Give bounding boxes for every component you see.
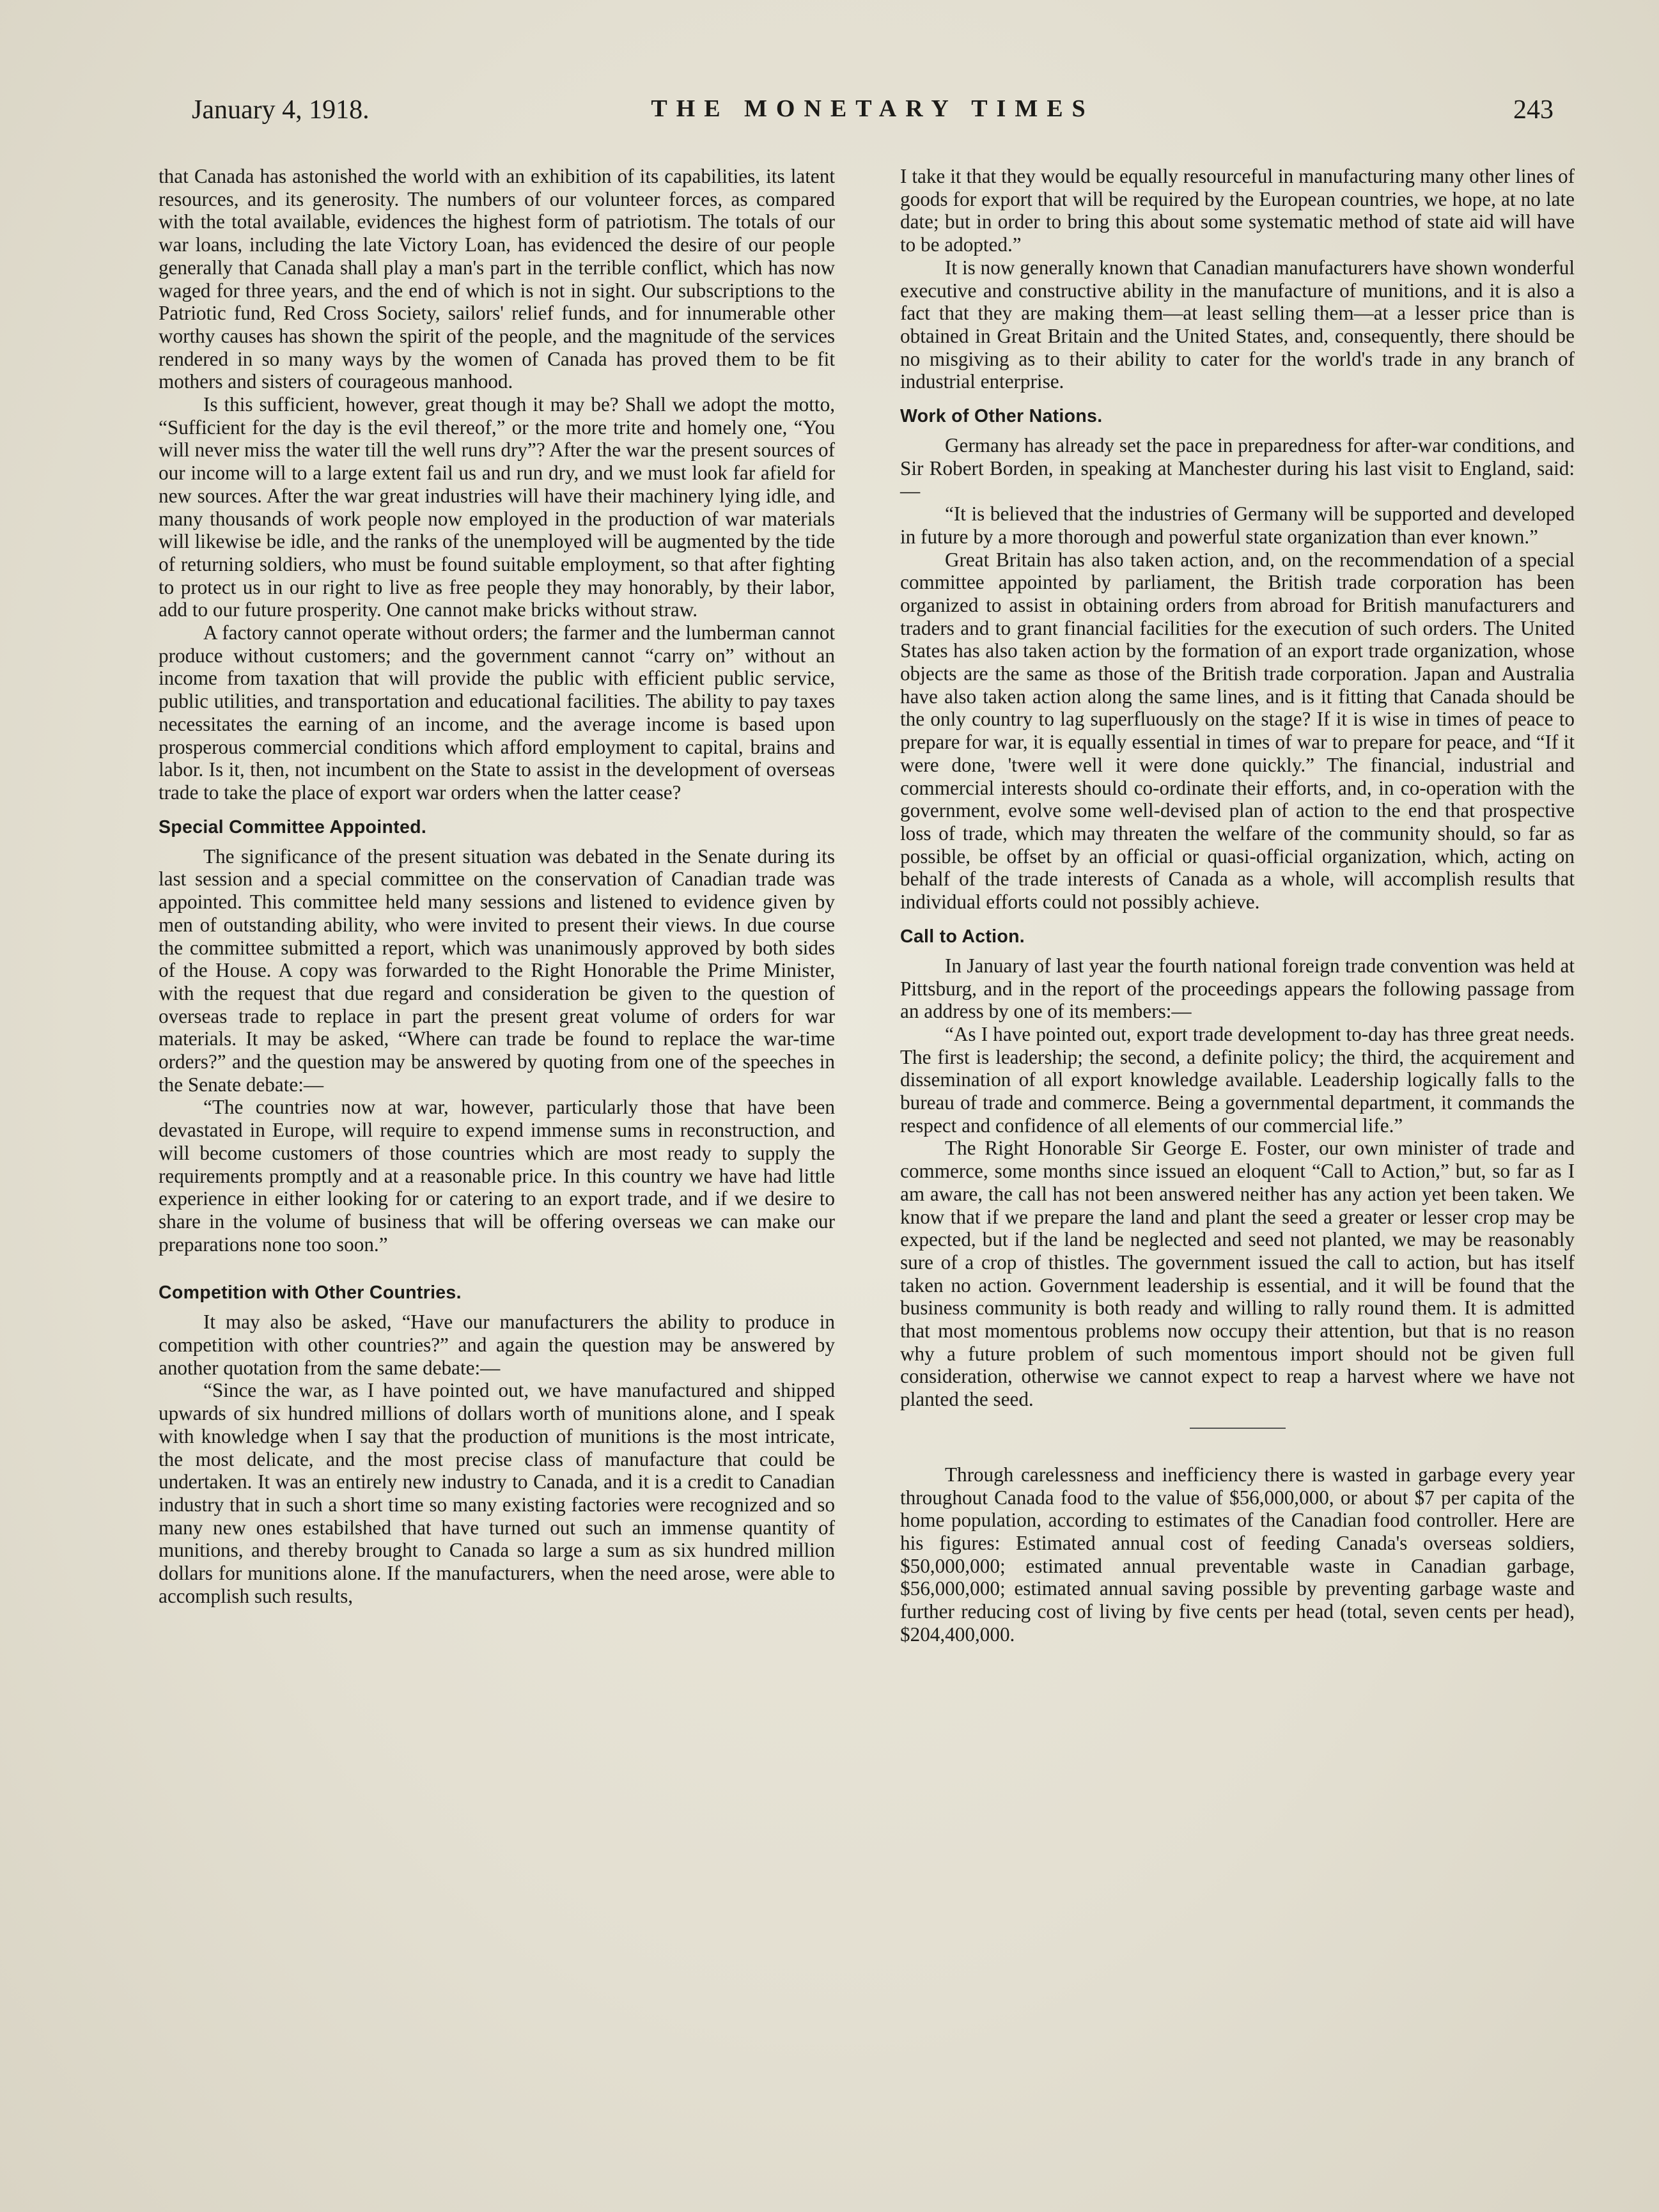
section-heading-competition: Competition with Other Countries. — [159, 1282, 462, 1304]
article-paragraph: It may also be asked, “Have our manufacturers the ability to produce in competition with other countries?” and again the question may be answered by another quotation from the same debate:— — [159, 1311, 835, 1379]
article-paragraph: Is this sufficient, however, great though it may be? Shall we adopt the motto, “Sufficient for the day is the evil thereof,” or the more trite and homely one, “You will never miss the water till the well runs dry”? After the war the present sources of our income will to a large extent fail us and run dry, and we must look far afield for new sources. After the war great industries will have their machinery lying idle, and many thousands of work people now employed in the production of war materials will likewise be idle, and the ranks of the unemployed will be augmented by the tide of returning soldiers, who must be found suitable employment, so that after fighting to protect us in our right to live as free people they may honorably, by their labor, add to our future prosperity. One cannot make bricks without straw. — [159, 393, 835, 621]
publication-title: THE MONETARY TIMES — [651, 95, 1094, 122]
quotation-paragraph: “Since the war, as I have pointed out, we have manufactured and shipped upwards of six hundred millions of dollars worth of munitions alone, and I speak with knowledge when I say that the production of munitions is the most intricate, the most delicate, and the most precise class of manufacture that could be undertaken. It was an entirely new industry to Canada, and it is a credit to Canadian industry that in such a short time so many existing factories were recognized and so many new ones estabilshed that have turned out such an immense quantity of munitions, and thereby brought to Canada so large a sum as six hundred million dollars for munitions alone. If the manufacturers, when the need arose, were able to accomplish such results, — [159, 1379, 835, 1607]
page-number: 243 — [1513, 95, 1554, 125]
issue-date: January 4, 1918. — [192, 95, 370, 125]
left-column — [159, 165, 835, 1607]
page-header — [192, 95, 1554, 133]
section-heading-special-committee: Special Committee Appointed. — [159, 816, 427, 837]
article-paragraph: In January of last year the fourth national foreign trade convention was held at Pittsburg, and in the report of the proceedings appears the following passage from an address by one of its members:— — [900, 954, 1575, 1023]
article-paragraph: I take it that they would be equally resourceful in manufacturing many other lines of goods for export that will be required by the European countries, we hope, at no late date; but in order to bring this about some systematic method of state aid will have to be adopted.” — [900, 165, 1575, 256]
article-paragraph: A factory cannot operate without orders; the farmer and the lumberman cannot produce without customers; and the government cannot “carry on” without an income from taxation that will provide the public with efficient public service, public utilities, and transportation and educational facilities. The ability to pay taxes necessitates the earning of an income, and the average income is based upon prosperous commercial conditions which afford employment to capital, brains and labor. Is it, then, not incumbent on the State to assist in the development of overseas trade to take the place of export war orders when the latter cease? — [159, 621, 835, 804]
article-paragraph: The significance of the present situation was debated in the Senate during its last session and a special committee on the conservation of Canadian trade was appointed. This committee held many sessions and listened to evidence given by men of outstanding ability, who were invited to present their views. In due course the committee submitted a report, which was unanimously approved by both sides of the House. A copy was forwarded to the Right Honorable the Prime Minister, with the request that due regard and consideration be given to the question of overseas trade to replace in part the present great volume of orders for war materials. It may be asked, “Where can trade be found to replace the war-time orders?” and the question may be answered by quoting from one of the speeches in the Senate debate:— — [159, 845, 835, 1096]
section-heading-call-to-action: Call to Action. — [900, 926, 1025, 947]
section-divider — [1190, 1428, 1286, 1429]
article-paragraph: that Canada has astonished the world with an exhibition of its capabilities, its latent resources, and its generosity. The numbers of our volunteer forces, as compared with the total available, evidences the highest form of patriotism. The totals of our war loans, including the late Victory Loan, has evidenced the desire of our people generally that Canada shall play a man's part in the terrible conflict, which has now waged for three years, and the end of which is not in sight. Our subscriptions to the Patriotic fund, Red Cross Society, sailors' relief funds, and for innumerable other worthy causes has shown the spirit of the people, and the magnitude of the services rendered in so many ways by the women of Canada has proved them to be fit mothers and sisters of courageous manhood. — [159, 165, 835, 393]
news-note-paragraph: Through carelessness and inefficiency there is wasted in garbage every year throughout Canada food to the value of $56,000,000, or about $7 per capita of the home population, according to estimates of the Canadian food controller. Here are his figures: Estimated annual cost of feeding Canada's overseas soldiers, $50,000,000; estimated annual preventable waste in Canadian garbage, $56,000,000; estimated annual saving possible by preventing garbage waste and further reducing cost of living by five cents per head (total, seven cents per head), $204,400,000. — [900, 1463, 1575, 1646]
article-paragraph: Great Britain has also taken action, and, on the recommendation of a special committee appointed by parliament, the British trade corporation has been organized to assist in obtaining orders from abroad for British manufacturers and traders and to grant financial facilities for the execution of such orders. The United States has also taken action by the formation of an export trade organization, whose objects are the same as those of the British trade corporation. Japan and Australia have also taken action along the same lines, and is it fitting that Canada should be the only country to lag superfluously on the stage? If it is wise in times of peace to prepare for war, it is equally essential in times of war to prepare for peace, and “If it were done, 'twere well it were done quickly.” The financial, industrial and commercial interests should co-ordinate their efforts, and, in co-operation with the government, evolve some well-devised plan of action to the end that prospective loss of trade, which may threaten the welfare of the community should, so far as possible, be offset by an official or quasi-official organization, which, acting on behalf of the trade interests of Canada as a whole, will accomplish results that individual efforts could not possibly achieve. — [900, 548, 1575, 914]
quotation-paragraph: “It is believed that the industries of Germany will be supported and developed in future by a more thorough and powerful state organization than ever known.” — [900, 502, 1575, 548]
quotation-paragraph: “As I have pointed out, export trade development to-day has three great needs. The first is leadership; the second, a definite policy; the third, the acquirement and dissemination of all export knowledge available. Leadership logically falls to the bureau of trade and commerce. Being a governmental department, it commands the respect and confidence of all elements of our commercial life.” — [900, 1022, 1575, 1137]
quotation-paragraph: “The countries now at war, however, particularly those that have been devastated in Europe, will require to expend immense sums in reconstruction, and will become customers of those countries which are most ready to supply the requirements promptly and at a reasonable price. In this country we have had little experience in either looking for or catering to an export trade, and if we desire to share in the volume of business that will be offering overseas we can make our preparations none too soon.” — [159, 1096, 835, 1256]
section-heading-other-nations: Work of Other Nations. — [900, 406, 1103, 427]
right-column — [900, 165, 1575, 1646]
article-paragraph: The Right Honorable Sir George E. Foster, our own minister of trade and commerce, some months since issued an eloquent “Call to Action,” but, so far as I am aware, the call has not been answered neither has any action yet been taken. We know that if we prepare the land and plant the seed a greater or lesser crop may be expected, but if the land be neglected and seed not planted, we may be reasonably sure of a crop of thistles. The government issued the call to action, but has itself taken no action. Government leadership is essential, and it will be found that the business community is both ready and willing to rally round them. It is admitted that most momentous problems now occupy their attention, but that is no reason why a future problem of such momentous import should not be given full consideration, otherwise we cannot expect to reap a harvest where we have not planted the seed. — [900, 1137, 1575, 1411]
article-paragraph: Germany has already set the pace in preparedness for after-war conditions, and Sir Robert Borden, in speaking at Manchester during his last visit to England, said:— — [900, 434, 1575, 502]
article-paragraph: It is now generally known that Canadian manufacturers have shown wonderful executive and constructive ability in the manufacture of munitions, and it is also a fact that they are making them—at least selling them—at a lesser price than is obtained in Great Britain and the United States, and, consequently, there should be no misgiving as to their ability to cater for the world's trade in any branch of industrial enterprise. — [900, 256, 1575, 393]
